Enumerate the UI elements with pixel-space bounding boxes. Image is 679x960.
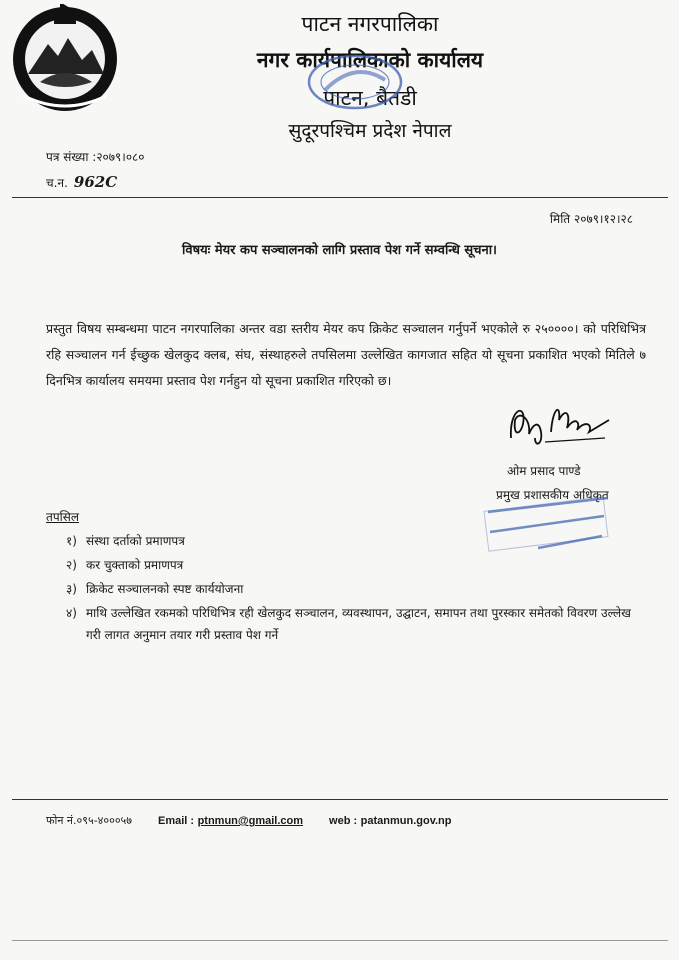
footer-email-label: Email : [157, 815, 195, 827]
dispatch-value: 962C [73, 173, 118, 191]
office-stamp-icon [300, 50, 410, 115]
date-label: मिति [549, 212, 571, 226]
signatory-name: ओम प्रसाद पाण्डे [507, 464, 581, 478]
page-bottom-line [12, 940, 668, 941]
footer-email-link[interactable]: ptnmun@gmail.com [197, 815, 304, 827]
list-item-text: माथि उल्लेखित रकमको परिधिभित्र रही खेलकुद सञ्चालन, व्यवस्थापन, उद्घाटन, समापन तथा पुरस्कार समेतको विवरण उल्लेख गरी लागत अनुमान तयार गरी प्रस्ताव पेश गर्ने [86, 606, 631, 642]
letter-number [46, 148, 145, 165]
list-item-number: २) [66, 558, 77, 572]
letter-date [550, 210, 633, 227]
notice-body: प्रस्तुत विषय सम्बन्धमा पाटन नगरपालिका अन्तर वडा स्तरीय मेयर कप क्रिकेट सञ्चालन गर्नुपर्ने भएकोले रु २५००००। को परिधिभित्र रहि सञ्चालन गर्न ईच्छुक खेलकुद क्लब, संघ, संस्थाहरुले तपसिलमा उल्लेखित कागजात सहित यो सूचना प्रकाशित भएको मितिले ७ दिनभित्र कार्यालय समयमा प्रस्ताव पेश गर्नहुन यो सूचना प्रकाशित गरिएको छ। [46, 321, 646, 388]
municipality-name: पाटन नगरपालिका [301, 12, 439, 36]
contact-footer [46, 813, 452, 828]
list-item [66, 530, 646, 552]
tapsil-heading: तपसिल [46, 510, 80, 524]
requirements-list [66, 530, 646, 648]
header-divider [12, 197, 668, 198]
office-location: पाटन, बैतडी [323, 86, 417, 110]
letter-number-value: २०७९।०८० [96, 150, 145, 164]
subject-line: विषयः मेयर कप सञ्चालनको लागि प्रस्ताव पेश गर्ने सम्वन्धि सूचना। [182, 243, 497, 258]
footer-phone: फोन नं.०९५-४०००५७ [46, 814, 132, 827]
footer-web-link[interactable]: patanmun.gov.np [360, 815, 452, 827]
government-emblem-icon [10, 4, 120, 114]
list-item-number: १) [66, 534, 77, 548]
dispatch-label: च.न. [46, 176, 68, 190]
signature-icon [505, 398, 615, 456]
date-value: २०७९।१२।२८ [573, 212, 633, 226]
dispatch-number [46, 173, 117, 191]
signatory-designation: प्रमुख प्रशासकीय अधिकृत [496, 488, 609, 502]
letter-number-label: पत्र संख्या : [46, 150, 97, 164]
province-name: सुदूरपश्चिम प्रदेश नेपाल [288, 120, 452, 142]
footer-divider [12, 799, 668, 800]
list-item-number: ३) [66, 582, 77, 596]
office-name: नगर कार्यपालिकाको कार्यालय [256, 48, 484, 72]
list-item [66, 554, 646, 576]
list-item [66, 578, 646, 600]
list-item-text: संस्था दर्ताको प्रमाणपत्र [86, 534, 185, 548]
footer-web-label: web : [329, 815, 358, 827]
list-item-number: ४) [66, 606, 77, 620]
list-item-text: क्रिकेट सञ्चालनको स्पष्ट कार्ययोजना [86, 582, 244, 596]
list-item [66, 602, 646, 646]
list-item-text: कर चुक्ताको प्रमाणपत्र [86, 558, 184, 572]
